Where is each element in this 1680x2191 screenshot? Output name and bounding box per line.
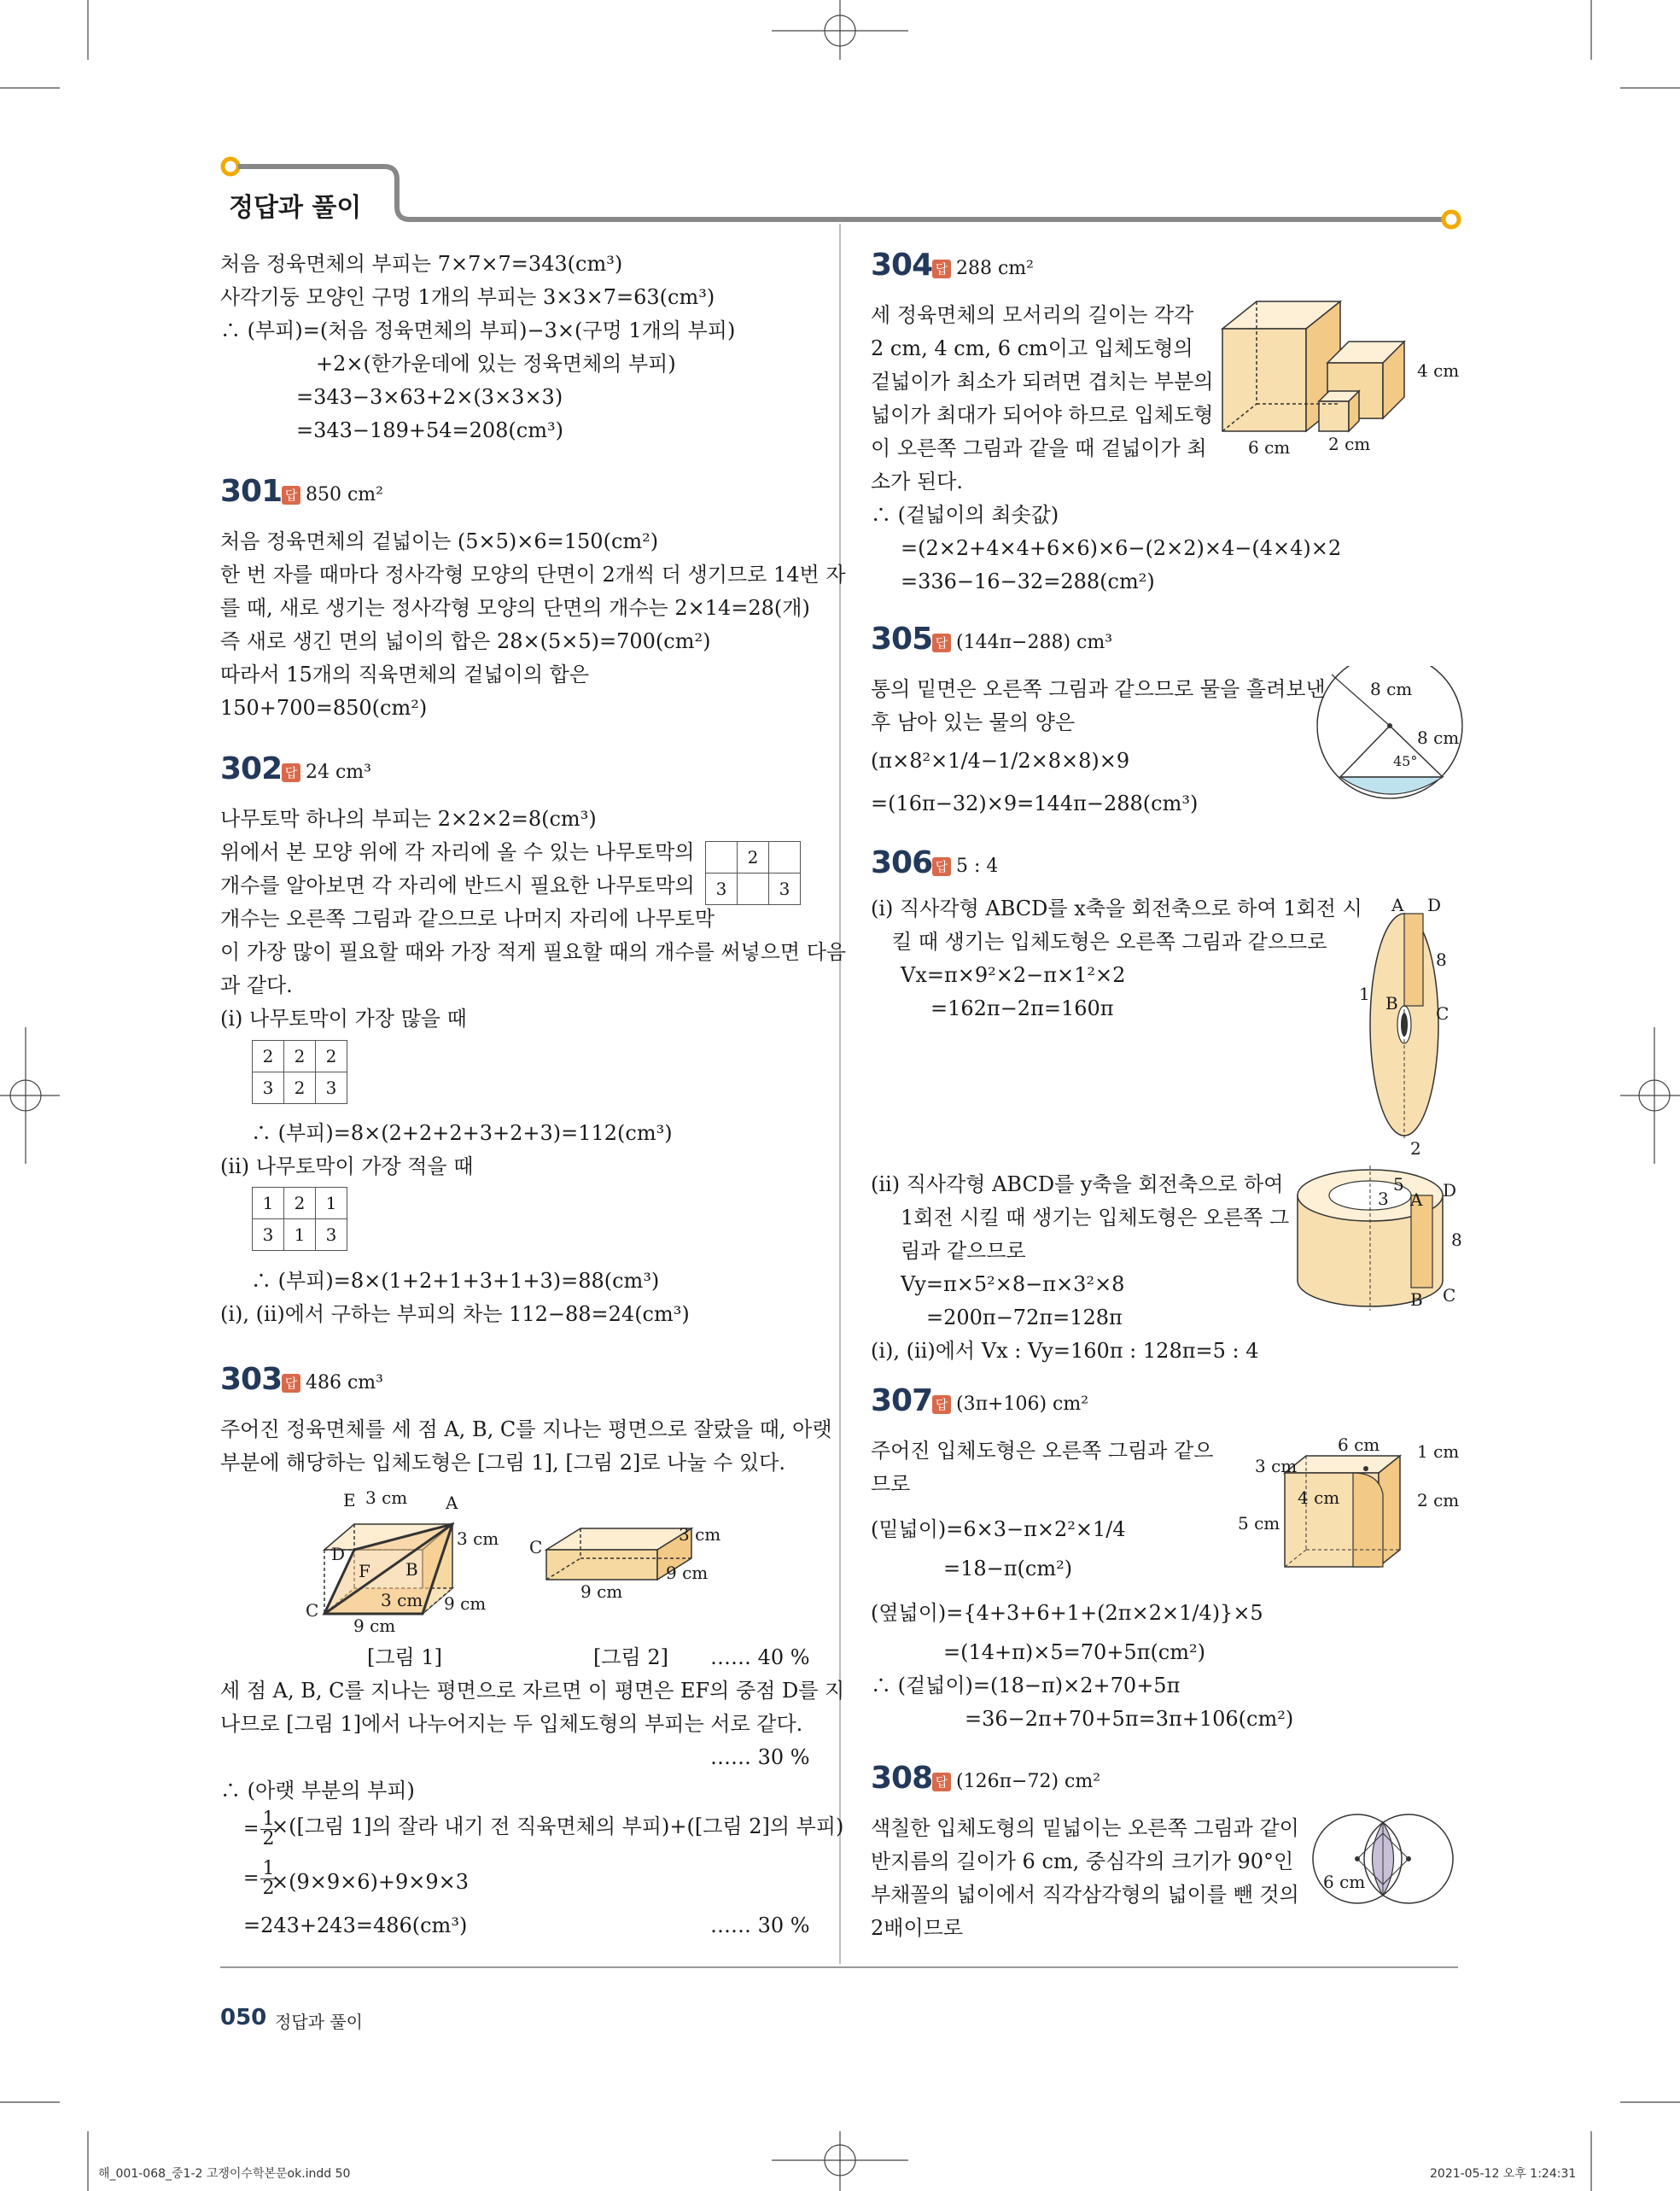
fig-label: C <box>306 1600 319 1621</box>
text-line: 나무토막 하나의 부피는 2×2×2=8(cm³) <box>220 807 597 831</box>
fig-label: 3 cm <box>679 1524 721 1545</box>
text-line: =(2×2+4×4+6×6)×6−(2×2)×4−(4×4)×2 <box>901 536 1342 560</box>
text-line: ×([그림 1]의 잘라 내기 전 직육면체의 부피)+([그림 2]의 부피) <box>271 1814 844 1838</box>
fig-label: 1 cm <box>1417 1441 1460 1462</box>
text-line: 세 점 A, B, C를 지나는 평면으로 자르면 이 평면은 EF의 중점 D를 지 <box>220 1679 845 1703</box>
fig-label: 3 cm <box>365 1487 408 1508</box>
fig-label: 8 <box>1436 949 1447 970</box>
score-marker: …… 30 % <box>710 1913 810 1937</box>
fig-label: 5 <box>1393 1174 1404 1195</box>
answer <box>932 256 1034 282</box>
text-line: ∴ (부피)=8×(1+2+1+3+1+3)=88(cm³) <box>251 1269 660 1293</box>
text-line: 나므로 [그림 1]에서 나누어지는 두 입체도형의 부피는 서로 같다. <box>220 1712 803 1736</box>
fig-label: D <box>1443 1180 1457 1201</box>
answer <box>932 854 998 879</box>
fig-label: 4 cm <box>1417 360 1460 381</box>
problem-number: 301 <box>220 474 283 509</box>
text-line: (ⅰ), (ⅱ)에서 Vx : Vy=160π : 128π=5 : 4 <box>871 1339 1259 1363</box>
text-line: 사각기둥 모양인 구멍 1개의 부피는 3×3×7=63(cm³) <box>220 285 715 309</box>
fig-label: 9 cm <box>580 1581 623 1602</box>
fig-label: 8 cm <box>1370 679 1413 699</box>
fig-label: 3 cm <box>1255 1456 1298 1476</box>
grid-cell: 2 <box>284 1041 316 1072</box>
figure-caption: [그림 2] <box>593 1645 668 1669</box>
fig-label: 4 cm <box>1298 1487 1340 1508</box>
grid-cell: 3 <box>316 1219 347 1251</box>
answer-badge: 답 <box>932 1395 951 1414</box>
text-line: 위에서 본 모양 위에 각 자리에 올 수 있는 나무토막의 <box>220 840 695 864</box>
grid-cell: 1 <box>316 1188 347 1219</box>
problem-number: 304 <box>871 248 933 283</box>
fig-label: C <box>1443 1285 1456 1306</box>
fig-label: 3 cm <box>381 1590 423 1610</box>
grid-cell: 2 <box>284 1072 316 1104</box>
answer-text: (3π+106) cm² <box>956 1393 1089 1415</box>
text-line: 즉 새로 생긴 면의 넓이의 합은 28×(5×5)=700(cm²) <box>220 629 711 653</box>
text-line: 통의 밑면은 오른쪽 그림과 같으므로 물을 흘려보낸 <box>871 677 1326 701</box>
fig-label: E <box>343 1490 356 1510</box>
fraction-half: = $\frac{1}{2}$ <box>243 1808 275 1849</box>
fig-label: 2 cm <box>1328 434 1371 454</box>
grid-cell: 3 <box>769 873 801 905</box>
text-line: 2 cm, 4 cm, 6 cm이고 입체도형의 <box>871 336 1193 360</box>
fraction-half: = $\frac{1}{2}$ <box>243 1858 275 1899</box>
figure-308 <box>1306 1812 1460 1914</box>
grid-cell: 1 <box>253 1188 284 1219</box>
fig-label: 1 <box>1359 984 1370 1004</box>
text-line: (옆넓이)={4+3+6+1+(2π×2×1/4)}×5 <box>871 1601 1263 1625</box>
footer-label: 정답과 풀이 <box>275 2012 363 2032</box>
page-number: 050 <box>220 2005 267 2030</box>
header-bar <box>218 154 1464 231</box>
fig-label: 6 cm <box>1338 1434 1380 1455</box>
text-line: Vy=π×5²×8−π×3²×8 <box>901 1272 1125 1296</box>
text-line: 개수를 알아보면 각 자리에 반드시 필요한 나무토막의 <box>220 873 695 897</box>
answer-text: (126π−72) cm² <box>956 1771 1101 1792</box>
fig-label: B <box>1410 1289 1423 1310</box>
answer <box>282 1370 383 1396</box>
grid-cell: 2 <box>284 1188 316 1219</box>
answer <box>932 1392 1088 1417</box>
answer-text: 288 cm² <box>956 258 1034 279</box>
text-line: 므로 <box>871 1472 911 1496</box>
fig-label: F <box>359 1561 370 1581</box>
text-line: Vx=π×9²×2−π×1²×2 <box>901 963 1126 987</box>
figure-306-b <box>1289 1161 1460 1315</box>
answer-text: 486 cm³ <box>306 1372 383 1393</box>
text-line: 2배이므로 <box>871 1916 964 1940</box>
text-line: 이 오른쪽 그림과 같을 때 겉넓이가 최 <box>871 436 1207 460</box>
answer-badge: 답 <box>932 1773 951 1791</box>
text-line: =343−3×63+2×(3×3×3) <box>296 385 563 409</box>
text-line: 부분에 해당하는 입체도형은 [그림 1], [그림 2]로 나눌 수 있다. <box>220 1451 785 1475</box>
text-line: (π×8²×1/4−1/2×8×8)×9 <box>871 749 1130 773</box>
text-line: ∴ (겉넓이)=(18−π)×2+70+5π <box>871 1674 1181 1697</box>
text-line: 주어진 입체도형은 오른쪽 그림과 같으 <box>871 1439 1214 1463</box>
figure-306-a <box>1366 901 1460 1148</box>
fig-label: 8 <box>1451 1230 1462 1250</box>
file-info: 해_001-068_중1-2 고쟁이수학본문ok.indd 50 <box>98 2167 351 2181</box>
grid-cell <box>738 873 769 905</box>
answer-text: (144π−288) cm³ <box>956 632 1113 653</box>
text-line: 따라서 15개의 직육면체의 겉넓이의 합은 <box>220 663 589 687</box>
fig-label: 3 cm <box>457 1528 499 1549</box>
grid-cell: 1 <box>284 1219 316 1251</box>
text-line: =343−189+54=208(cm³) <box>296 418 563 442</box>
min-grid <box>252 1187 347 1251</box>
text-line: =(14+π)×5=70+5π(cm²) <box>943 1640 1205 1664</box>
fig-label: A <box>1410 1189 1423 1210</box>
grid-cell: 2 <box>738 842 769 873</box>
text-line: 세 정육면체의 모서리의 길이는 각각 <box>871 303 1194 327</box>
fig-label: C <box>1436 1003 1450 1024</box>
text-line: 이 가장 많이 필요할 때와 가장 적게 필요할 때의 개수를 써넣으면 다음 <box>220 940 847 964</box>
fig-label: A <box>1391 895 1404 915</box>
text-line: ×(9×9×6)+9×9×3 <box>271 1870 469 1894</box>
grid-cell <box>769 842 801 873</box>
fig-label: B <box>405 1559 418 1580</box>
text-line: 림과 같으므로 <box>901 1239 1026 1263</box>
text-line: =336−16−32=288(cm²) <box>901 570 1155 593</box>
text-line: (ⅱ) 나무토막이 가장 적을 때 <box>220 1154 474 1178</box>
answer-badge: 답 <box>282 763 300 782</box>
text-line: 를 때, 새로 생기는 정사각형 모양의 단면의 개수는 2×14=28(개) <box>220 596 810 620</box>
text-line: ∴ (부피)=8×(2+2+2+3+2+3)=112(cm³) <box>251 1121 673 1145</box>
text-line: (ⅰ) 나무토막이 가장 많을 때 <box>220 1007 467 1031</box>
text-line: +2×(한가운데에 있는 정육면체의 부피) <box>316 352 676 376</box>
text-line: (밑넓이)=6×3−π×2²×1/4 <box>871 1517 1126 1541</box>
problem-number: 305 <box>871 622 933 657</box>
fig-label: D <box>1427 895 1442 915</box>
text-line: 처음 정육면체의 부피는 7×7×7=343(cm³) <box>220 252 623 276</box>
problem-number: 306 <box>871 845 933 880</box>
text-line: =(16π−32)×9=144π−288(cm³) <box>871 792 1199 815</box>
problem-number: 303 <box>220 1362 283 1397</box>
grid-cell: 2 <box>316 1041 347 1072</box>
text-line: =243+243=486(cm³) <box>243 1913 468 1937</box>
text-line: ∴ (부피)=(처음 정육면체의 부피)−3×(구멍 1개의 부피) <box>220 318 736 342</box>
answer-badge: 답 <box>282 486 300 505</box>
fig-label: 6 cm <box>1323 1872 1366 1892</box>
text-line: 부채꼴의 넓이에서 직각삼각형의 넓이를 뺀 것의 <box>871 1883 1299 1907</box>
answer <box>282 482 383 508</box>
top-view-grid <box>705 841 801 905</box>
text-line: 한 번 자를 때마다 정사각형 모양의 단면이 2개씩 더 생기므로 14번 자 <box>220 563 846 587</box>
grid-cell: 3 <box>706 873 738 905</box>
score-marker: …… 40 % <box>710 1645 810 1669</box>
answer <box>282 760 371 786</box>
grid-cell: 2 <box>253 1041 284 1072</box>
fig-label: 2 cm <box>1417 1490 1460 1510</box>
text-line: ∴ (아랫 부분의 부피) <box>220 1779 415 1802</box>
text-line: ∴ (겉넓이의 최솟값) <box>871 503 1059 527</box>
answer-text: 5 : 4 <box>956 856 999 877</box>
text-line: (ⅰ) 직사각형 ABCD를 x축을 회전축으로 하여 1회전 시 <box>871 897 1362 920</box>
text-line: 1회전 시킬 때 생기는 입체도형은 오른쪽 그 <box>901 1206 1290 1230</box>
fig-label: 45° <box>1393 753 1418 769</box>
text-line: 소가 된다. <box>871 470 963 494</box>
fig-label: 9 cm <box>353 1615 396 1636</box>
fig-label: 9 cm <box>666 1563 709 1583</box>
answer-badge: 답 <box>932 260 951 278</box>
problem-number: 302 <box>220 751 283 786</box>
fig-label: A <box>446 1493 458 1513</box>
figure-caption: [그림 1] <box>367 1645 442 1669</box>
answer <box>932 630 1112 656</box>
fig-label: 3 <box>1378 1189 1389 1209</box>
text-line: 넓이가 최대가 되어야 하므로 입체도형 <box>871 403 1214 427</box>
text-line: 과 같다. <box>220 973 293 997</box>
score-marker: …… 30 % <box>710 1745 810 1769</box>
text-line: =36−2π+70+5π=3π+106(cm²) <box>965 1707 1294 1731</box>
text-line: 처음 정육면체의 겉넓이는 (5×5)×6=150(cm²) <box>220 529 659 553</box>
fig-label: D <box>331 1544 346 1564</box>
fig-label: 2 <box>1410 1138 1421 1159</box>
answer-badge: 답 <box>932 857 951 876</box>
text-line: 킬 때 생기는 입체도형은 오른쪽 그림과 같으므로 <box>892 930 1327 954</box>
fig-label: 6 cm <box>1248 437 1291 458</box>
text-line: 후 남아 있는 물의 양은 <box>871 710 1076 734</box>
figure-304 <box>1212 295 1426 448</box>
grid-cell: 3 <box>253 1072 284 1104</box>
max-grid <box>252 1040 347 1104</box>
grid-cell: 3 <box>316 1072 347 1104</box>
fig-label: 8 cm <box>1417 727 1460 748</box>
fig-label: 9 cm <box>444 1593 487 1614</box>
text-line: 개수는 오른쪽 그림과 같으므로 나머지 자리에 나무토막 <box>220 907 715 931</box>
page-title: 정답과 풀이 <box>229 193 362 223</box>
text-line: 주어진 정육면체를 세 점 A, B, C를 지나는 평면으로 잘랐을 때, 아랫 <box>220 1417 832 1441</box>
problem-number: 307 <box>871 1383 933 1418</box>
grid-cell: 3 <box>253 1219 284 1251</box>
answer-text: 24 cm³ <box>306 762 371 783</box>
text-line: =18−π(cm²) <box>943 1557 1073 1580</box>
text-line: 반지름의 길이가 6 cm, 중심각의 크기가 90°인 <box>871 1849 1294 1873</box>
text-line: 색칠한 입체도형의 밑넓이는 오른쪽 그림과 같이 <box>871 1816 1299 1840</box>
answer-text: 850 cm² <box>306 484 383 505</box>
text-line: =162π−2π=160π <box>930 996 1114 1020</box>
fig-label: C <box>529 1537 543 1557</box>
text-line: (ⅱ) 직사각형 ABCD를 y축을 회전축으로 하여 <box>871 1172 1284 1196</box>
answer-badge: 답 <box>282 1374 300 1393</box>
answer-badge: 답 <box>932 634 951 652</box>
text-line: =200π−72π=128π <box>926 1306 1123 1329</box>
fig-label: B <box>1385 993 1398 1014</box>
answer <box>932 1769 1100 1795</box>
text-line: 겉넓이가 최소가 되려면 겹치는 부분의 <box>871 370 1214 394</box>
footer-rule <box>220 1966 1458 1968</box>
text-line: 150+700=850(cm²) <box>220 696 428 720</box>
fig-label: 5 cm <box>1238 1513 1280 1534</box>
timestamp: 2021-05-12 오후 1:24:31 <box>1430 2167 1577 2181</box>
grid-cell <box>706 842 738 873</box>
problem-number: 308 <box>871 1761 933 1796</box>
text-line: (ⅰ), (ⅱ)에서 구하는 부피의 차는 112−88=24(cm³) <box>220 1302 690 1326</box>
